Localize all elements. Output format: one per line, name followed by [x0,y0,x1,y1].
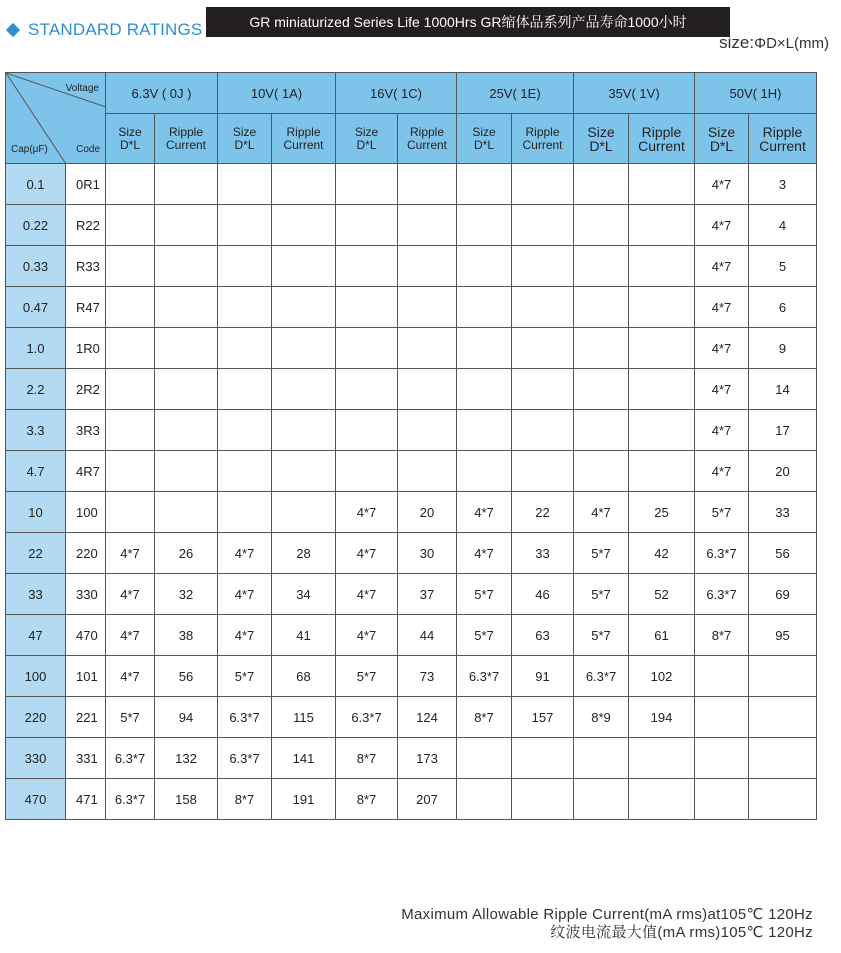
ripple-cell: 20 [749,451,817,492]
code-cell: R22 [66,205,106,246]
ripple-cell [398,246,457,287]
size-cell: 5*7 [574,574,629,615]
size-header [457,114,512,164]
ripple-cell: 6 [749,287,817,328]
size-cell [336,205,398,246]
size-cell: 5*7 [457,574,512,615]
size-cell [218,328,272,369]
capacitance-cell: 4.7 [6,451,66,492]
size-cell [457,779,512,820]
voltage-axis-label: Voltage [65,83,99,94]
capacitance-cell: 1.0 [6,328,66,369]
size-cell [574,246,629,287]
ripple-cell: 52 [629,574,695,615]
ripple-cell [155,205,218,246]
size-cell: 6.3*7 [574,656,629,697]
ripple-current-header [629,114,695,164]
table-row [6,410,817,451]
code-cell: 2R2 [66,369,106,410]
size-cell: 4*7 [457,533,512,574]
size-cell: 4*7 [457,492,512,533]
ripple-cell [398,205,457,246]
size-cell: 4*7 [336,574,398,615]
ripple-cell [155,492,218,533]
size-cell [457,410,512,451]
ripple-label: Ripple [641,123,682,140]
ripple-cell [398,287,457,328]
size-cell [574,205,629,246]
capacitance-cell: 0.47 [6,287,66,328]
size-cell [336,328,398,369]
size-cell [106,369,155,410]
size-header [336,114,398,164]
size-cell [106,164,155,205]
size-cell [218,410,272,451]
size-cell: 4*7 [336,492,398,533]
size-cell: 4*7 [336,533,398,574]
ripple-cell [398,328,457,369]
ripple-cell: 207 [398,779,457,820]
capacitance-cell: 470 [6,779,66,820]
ripple-cell [749,697,817,738]
ripple-cell [272,164,336,205]
ripple-cell [272,328,336,369]
ripple-cell: 95 [749,615,817,656]
size-cell [695,656,749,697]
ripple-cell [398,164,457,205]
ripple-cell: 3 [749,164,817,205]
size-cell: 8*7 [457,697,512,738]
code-cell: 4R7 [66,451,106,492]
ripple-current-header [512,114,574,164]
capacitance-cell: 0.1 [6,164,66,205]
section-title [5,20,202,40]
ripple-label: Ripple [286,124,321,139]
size-note-value: ΦD×L(mm) [754,35,829,52]
table-row [6,779,817,820]
table-row [6,328,817,369]
size-cell [457,164,512,205]
table-row [6,369,817,410]
dxl-label: D*L [473,137,494,152]
dxl-label: D*L [709,137,734,154]
size-cell: 4*7 [695,246,749,287]
current-label: Current [165,137,206,152]
ripple-cell: 69 [749,574,817,615]
ripple-cell [272,287,336,328]
size-cell [106,205,155,246]
ripple-cell: 37 [398,574,457,615]
size-cell [336,164,398,205]
ripple-cell: 42 [629,533,695,574]
ripple-cell [512,246,574,287]
size-label: Size [118,124,142,139]
size-cell: 6.3*7 [695,574,749,615]
ripple-cell: 191 [272,779,336,820]
ratings-table [5,72,817,820]
size-cell [574,164,629,205]
table-row [6,697,817,738]
size-cell [457,287,512,328]
ripple-cell [629,779,695,820]
ripple-cell [272,492,336,533]
code-cell: 331 [66,738,106,779]
code-cell: 3R3 [66,410,106,451]
size-cell [574,410,629,451]
size-cell [218,287,272,328]
ripple-cell [512,738,574,779]
ripple-cell [272,205,336,246]
size-cell [457,328,512,369]
ripple-cell: 41 [272,615,336,656]
capacitance-cell: 220 [6,697,66,738]
ripple-label: Ripple [409,124,445,139]
size-cell [457,246,512,287]
code-axis-label: Code [76,144,100,155]
size-cell [218,451,272,492]
capacitance-cell: 2.2 [6,369,66,410]
size-cell: 5*7 [218,656,272,697]
size-header [106,114,155,164]
size-header [218,114,272,164]
ripple-cell: 194 [629,697,695,738]
size-cell [457,205,512,246]
voltage-header: 50V( 1H) [695,73,817,114]
size-cell: 6.3*7 [218,697,272,738]
size-label: Size [472,124,496,139]
size-cell: 4*7 [574,492,629,533]
ripple-cell [272,451,336,492]
size-note-label: size: [719,33,755,52]
section-title-text: STANDARD RATINGS [28,20,203,39]
ripple-cell [512,779,574,820]
size-header [695,114,749,164]
size-cell [106,287,155,328]
size-cell: 5*7 [106,697,155,738]
ripple-cell: 141 [272,738,336,779]
dxl-label: D*L [119,137,140,152]
ripple-cell [155,287,218,328]
voltage-header: 10V( 1A) [218,73,336,114]
ripple-cell: 9 [749,328,817,369]
ripple-cell: 46 [512,574,574,615]
size-cell: 4*7 [218,615,272,656]
ripple-cell: 56 [155,656,218,697]
ripple-cell: 124 [398,697,457,738]
ripple-cell [155,246,218,287]
code-cell: 221 [66,697,106,738]
ripple-cell: 73 [398,656,457,697]
size-note [719,33,829,53]
size-label: Size [707,123,736,140]
ripple-cell [629,451,695,492]
code-cell: 470 [66,615,106,656]
capacitance-cell: 10 [6,492,66,533]
footnote [401,906,813,942]
code-cell: 0R1 [66,164,106,205]
size-cell [457,369,512,410]
ripple-cell [749,738,817,779]
size-cell: 4*7 [218,574,272,615]
ripple-cell: 63 [512,615,574,656]
dxl-label: D*L [356,137,377,152]
table-row [6,287,817,328]
size-cell: 4*7 [695,410,749,451]
ripple-cell [272,369,336,410]
current-label: Current [638,137,685,154]
size-cell: 4*7 [695,451,749,492]
table-row [6,205,817,246]
size-cell: 5*7 [574,533,629,574]
ripple-cell: 4 [749,205,817,246]
code-cell: 471 [66,779,106,820]
code-cell: R47 [66,287,106,328]
capacitance-cell: 100 [6,656,66,697]
ripple-cell: 44 [398,615,457,656]
size-cell [574,451,629,492]
table-row [6,492,817,533]
size-cell: 6.3*7 [336,697,398,738]
ripple-cell [272,246,336,287]
size-cell: 4*7 [695,328,749,369]
ripple-cell: 38 [155,615,218,656]
diamond-bullet-icon [6,23,20,37]
ripple-cell [272,410,336,451]
ripple-cell: 173 [398,738,457,779]
size-cell [218,492,272,533]
table-row [6,738,817,779]
size-cell [574,328,629,369]
size-cell: 8*7 [218,779,272,820]
ripple-current-header [398,114,457,164]
code-cell: 330 [66,574,106,615]
dxl-label: D*L [234,137,255,152]
size-label: Size [232,124,257,139]
size-cell: 4*7 [695,205,749,246]
ripple-cell [155,164,218,205]
capacitance-cell: 47 [6,615,66,656]
table-row [6,656,817,697]
capacitance-cell: 33 [6,574,66,615]
code-cell: 101 [66,656,106,697]
size-cell [695,697,749,738]
size-cell [695,779,749,820]
size-cell [336,246,398,287]
ripple-cell: 30 [398,533,457,574]
ripple-current-header [272,114,336,164]
size-label: Size [587,123,615,140]
size-cell: 6.3*7 [106,779,155,820]
size-cell [574,369,629,410]
ripple-cell [512,164,574,205]
size-cell: 4*7 [336,615,398,656]
size-header [574,114,629,164]
code-cell: R33 [66,246,106,287]
size-cell: 4*7 [695,164,749,205]
voltage-header: 6.3V ( 0J ) [106,73,218,114]
cap-axis-label: Cap(μF) [11,144,48,155]
size-cell [336,451,398,492]
ripple-cell [512,205,574,246]
ripple-cell: 22 [512,492,574,533]
size-cell [336,369,398,410]
ripple-cell [398,369,457,410]
size-cell: 4*7 [695,369,749,410]
size-cell: 6.3*7 [218,738,272,779]
size-cell: 6.3*7 [106,738,155,779]
size-cell: 4*7 [106,574,155,615]
size-cell [574,738,629,779]
ripple-label: Ripple [525,124,560,139]
size-cell [574,287,629,328]
ripple-cell [155,410,218,451]
capacitance-cell: 22 [6,533,66,574]
ripple-cell [629,410,695,451]
size-cell [457,451,512,492]
ripple-cell: 91 [512,656,574,697]
ripple-cell [629,738,695,779]
ripple-current-header [749,114,817,164]
footnote-english: Maximum Allowable Ripple Current(mA rms)at105℃ 120Hz [401,906,813,923]
size-cell: 8*7 [336,738,398,779]
ripple-cell: 33 [749,492,817,533]
ripple-cell [512,328,574,369]
size-cell [218,246,272,287]
size-cell: 5*7 [574,615,629,656]
ripple-cell: 157 [512,697,574,738]
size-cell: 4*7 [695,287,749,328]
code-cell: 1R0 [66,328,106,369]
size-cell [106,246,155,287]
ripple-cell: 132 [155,738,218,779]
ripple-cell: 5 [749,246,817,287]
size-cell: 4*7 [106,615,155,656]
table-row [6,246,817,287]
ripple-cell: 56 [749,533,817,574]
ripple-cell: 102 [629,656,695,697]
capacitance-cell: 0.22 [6,205,66,246]
table-row [6,574,817,615]
ripple-cell: 68 [272,656,336,697]
footnote-chinese: 纹波电流最大值(mA rms)105℃ 120Hz [550,924,813,941]
ripple-cell [512,369,574,410]
size-cell: 8*7 [336,779,398,820]
voltage-header: 16V( 1C) [336,73,457,114]
table-corner-header [6,73,106,164]
ripple-label: Ripple [762,123,803,140]
ripple-cell [155,451,218,492]
current-label: Current [522,137,563,152]
ripple-cell: 26 [155,533,218,574]
series-banner: GR miniaturized Series Life 1000Hrs GR缩体品系列产品寿命1000小时 [206,7,730,37]
size-cell [695,738,749,779]
ripple-cell: 20 [398,492,457,533]
size-cell [106,328,155,369]
ripple-cell [629,246,695,287]
ripple-cell [629,328,695,369]
size-cell: 8*7 [695,615,749,656]
size-cell [106,410,155,451]
ripple-cell [398,410,457,451]
current-label: Current [759,137,806,154]
size-cell [106,492,155,533]
ripple-cell [512,410,574,451]
ripple-cell: 158 [155,779,218,820]
ripple-cell [512,451,574,492]
current-label: Current [283,137,324,152]
table-row [6,533,817,574]
ripple-cell: 28 [272,533,336,574]
size-cell: 6.3*7 [695,533,749,574]
capacitance-cell: 0.33 [6,246,66,287]
ripple-cell [629,369,695,410]
size-cell: 8*9 [574,697,629,738]
ripple-cell: 115 [272,697,336,738]
ripple-cell [629,287,695,328]
size-cell: 4*7 [106,533,155,574]
size-cell: 4*7 [106,656,155,697]
size-cell [336,287,398,328]
table-row [6,164,817,205]
ripple-cell: 32 [155,574,218,615]
size-cell [457,738,512,779]
size-cell [218,205,272,246]
ripple-cell [749,779,817,820]
ripple-current-header [155,114,218,164]
size-cell: 5*7 [336,656,398,697]
ripple-cell [749,656,817,697]
table-row [6,615,817,656]
size-cell [574,779,629,820]
size-cell [218,164,272,205]
size-cell [336,410,398,451]
current-label: Current [406,137,447,152]
ripple-cell: 33 [512,533,574,574]
code-cell: 100 [66,492,106,533]
ripple-cell [512,287,574,328]
ripple-cell: 34 [272,574,336,615]
ripple-cell: 61 [629,615,695,656]
voltage-header: 25V( 1E) [457,73,574,114]
capacitance-cell: 330 [6,738,66,779]
size-cell: 6.3*7 [457,656,512,697]
voltage-header: 35V( 1V) [574,73,695,114]
table-row [6,451,817,492]
ripple-cell: 17 [749,410,817,451]
size-label: Size [354,124,379,139]
capacitance-cell: 3.3 [6,410,66,451]
size-cell: 5*7 [457,615,512,656]
size-cell: 5*7 [695,492,749,533]
dxl-label: D*L [589,137,613,154]
size-cell [106,451,155,492]
ripple-cell: 25 [629,492,695,533]
ripple-cell [155,328,218,369]
ripple-cell: 14 [749,369,817,410]
ripple-label: Ripple [168,124,204,139]
ripple-cell [629,164,695,205]
ripple-cell [629,205,695,246]
size-cell [218,369,272,410]
code-cell: 220 [66,533,106,574]
ripple-cell: 94 [155,697,218,738]
ripple-cell [155,369,218,410]
ripple-cell [398,451,457,492]
size-cell: 4*7 [218,533,272,574]
